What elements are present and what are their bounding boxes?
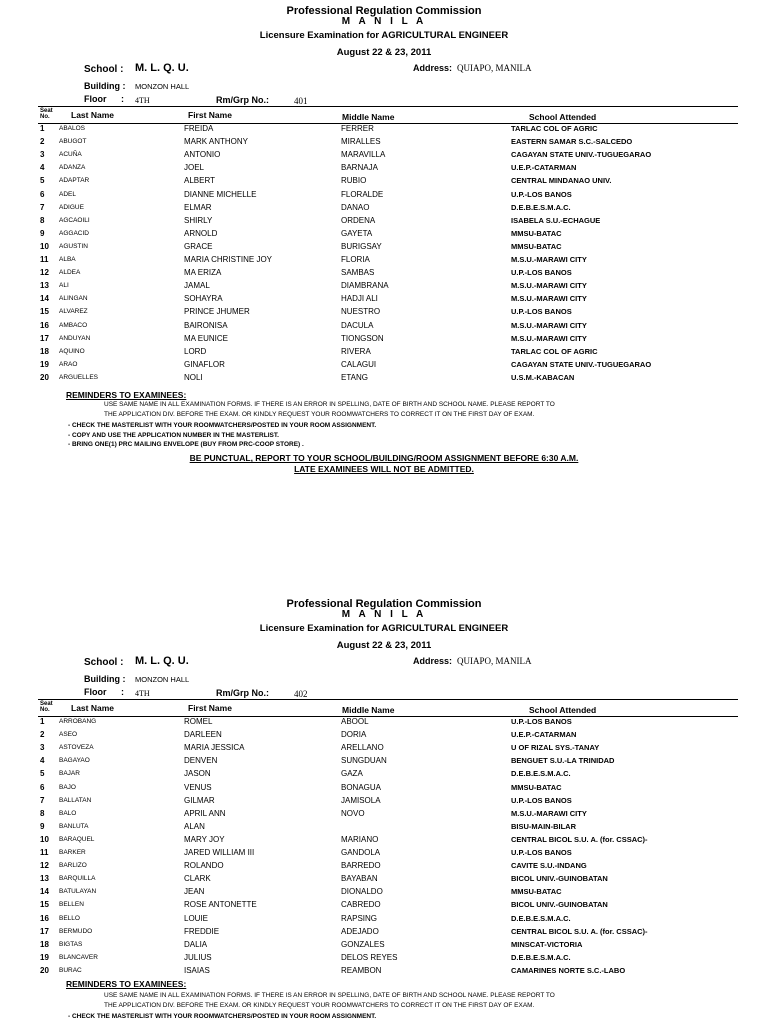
seat-number: 15 (40, 900, 49, 910)
school-attended: U.E.P.-CATARMAN (511, 730, 577, 740)
seat-number: 13 (40, 874, 49, 884)
first-name: GILMAR (184, 795, 215, 805)
first-name: ROSE ANTONETTE (184, 900, 257, 910)
floor-colon: : (121, 94, 124, 104)
first-name: DARLEEN (184, 730, 222, 740)
last-name: ADEL (59, 190, 76, 198)
last-name: BELLEN (59, 901, 84, 909)
middle-name: FLORALDE (341, 189, 384, 199)
seat-number: 3 (40, 743, 45, 753)
seat-number: 17 (40, 926, 49, 936)
seat-number: 12 (40, 861, 49, 871)
first-name: JULIUS (184, 952, 212, 962)
school-attended: MMSU-BATAC (511, 782, 562, 792)
first-name: ELMAR (184, 202, 212, 212)
address-value: QUIAPO, MANILA (457, 656, 532, 666)
school-attended: U.E.P.-CATARMAN (511, 163, 577, 173)
last-name: BANLUTA (59, 822, 89, 830)
table-row (0, 914, 768, 927)
table-row (0, 334, 768, 347)
first-name: BAIRONISA (184, 320, 228, 330)
address-label: Address: (413, 63, 453, 73)
seat-number: 15 (40, 307, 49, 317)
first-name: VENUS (184, 782, 212, 792)
first-name: ROMEL (184, 717, 213, 726)
middle-name: DELOS REYES (341, 952, 398, 962)
table-row (0, 953, 768, 966)
middle-name: FERRER (341, 124, 374, 133)
middle-name: MARIANO (341, 834, 379, 844)
school-attended: CAVITE S.U.-INDANG (511, 861, 587, 871)
table-row (0, 124, 768, 137)
table-row (0, 163, 768, 176)
school-attended: MMSU-BATAC (511, 241, 562, 251)
school-attended: BISU-MAIN-BILAR (511, 821, 576, 831)
last-name: BLANCAVER (59, 953, 98, 961)
middle-name: NUESTRO (341, 307, 381, 317)
table-row (0, 743, 768, 756)
floor-colon: : (121, 687, 124, 697)
table-row (0, 927, 768, 940)
middle-name: MIRALLES (341, 137, 381, 147)
first-name: MARK ANTHONY (184, 137, 249, 147)
late-notice: LATE EXAMINEES WILL NOT BE ADMITTED. (294, 464, 474, 474)
school-attended: ISABELA S.U.-ECHAGUE (511, 215, 601, 225)
last-name: BARLIZO (59, 862, 87, 870)
school-attended: TARLAC COL OF AGRIC (511, 124, 598, 133)
table-row (0, 835, 768, 848)
seat-number: 10 (40, 834, 49, 844)
reminder-line: THE APPLICATION DIV. BEFORE THE EXAM. OR KINDLY REQUEST YOUR ROOMWATCHERS TO CORRECT IT ON THE FIRST DAY OF EXAM. (104, 1002, 535, 1009)
room-label: Rm/Grp No.: (216, 688, 269, 698)
school-attended: CENTRAL BICOL S.U. A. (for. CSSAC)- (511, 834, 648, 844)
school-attended: D.E.B.E.S.M.A.C. (511, 913, 571, 923)
last-name: BURAC (59, 966, 82, 974)
first-name: SOHAYRA (184, 294, 223, 304)
middle-name: TIONGSON (341, 333, 384, 343)
school-attended: EASTERN SAMAR S.C.-SALCEDO (511, 137, 633, 147)
school-attended: U.P.-LOS BANOS (511, 717, 572, 726)
last-name: ARAO (59, 360, 78, 368)
first-name: ROLANDO (184, 861, 224, 871)
table-row (0, 848, 768, 861)
first-name: FREIDA (184, 124, 214, 133)
last-name: BARKER (59, 849, 86, 856)
seat-number: 8 (40, 215, 45, 225)
header-last-name: Last Name (71, 110, 114, 120)
address-label: Address: (413, 656, 453, 666)
middle-name: DIONALDO (341, 887, 383, 897)
middle-name: BARNAJA (341, 163, 378, 173)
last-name: BERMUDO (59, 927, 93, 935)
table-row (0, 137, 768, 150)
reminders-title: REMINDERS TO EXAMINEES: (66, 390, 187, 400)
last-name: ALI (59, 282, 69, 290)
table-row (0, 796, 768, 809)
last-name: BALO (59, 809, 77, 817)
school-attended: M.S.U.-MARAWI CITY (511, 294, 587, 304)
middle-name: DIAMBRANA (341, 281, 389, 291)
first-name: SHIRLY (184, 215, 213, 225)
middle-name: BONAGUA (341, 782, 382, 792)
table-row (0, 730, 768, 743)
table-row (0, 255, 768, 268)
middle-name: GAYETA (341, 228, 373, 238)
middle-name: RUBIO (341, 176, 367, 186)
middle-name: FLORIA (341, 255, 370, 264)
seat-number: 20 (40, 965, 49, 975)
last-name: ALBA (59, 256, 76, 263)
first-name: GINAFLOR (184, 359, 225, 369)
school-attended: M.S.U.-MARAWI CITY (511, 255, 587, 264)
last-name: BAJAR (59, 770, 80, 778)
first-name: APRIL ANN (184, 808, 226, 818)
table-row (0, 373, 768, 386)
last-name: AMBACO (59, 321, 88, 329)
last-name: ALDEA (59, 269, 81, 277)
seat-number: 5 (40, 769, 45, 779)
last-name: ADANZA (59, 164, 86, 172)
school-attended: M.S.U.-MARAWI CITY (511, 808, 587, 818)
school-attended: D.E.B.E.S.M.A.C. (511, 202, 571, 212)
last-name: AGCAOILI (59, 216, 90, 224)
last-name: ADAPTAR (59, 177, 90, 185)
seat-number: 13 (40, 281, 49, 291)
seat-number: 19 (40, 359, 49, 369)
seat-number: 16 (40, 913, 49, 923)
seat-number: 18 (40, 346, 49, 356)
table-header (38, 106, 738, 124)
punctuality-notice: BE PUNCTUAL, REPORT TO YOUR SCHOOL/BUILDING/ROOM ASSIGNMENT BEFORE 6:30 A.M. (189, 453, 579, 463)
last-name: ASTOVEZA (59, 744, 94, 752)
first-name: NOLI (184, 372, 203, 382)
middle-name: DANAO (341, 202, 370, 212)
middle-name: BURIGSAY (341, 241, 382, 251)
header-last-name: Last Name (71, 703, 114, 713)
floor-label: Floor (84, 687, 107, 697)
header-middle-name: Middle Name (342, 705, 395, 715)
table-row (0, 874, 768, 887)
last-name: BARQUILLA (59, 875, 96, 883)
school-attended: M.S.U.-MARAWI CITY (511, 281, 587, 291)
table-row (0, 307, 768, 320)
first-name: DALIA (184, 939, 208, 949)
middle-name: BAYABAN (341, 874, 378, 884)
table-row (0, 176, 768, 189)
first-name: ALBERT (184, 176, 215, 186)
first-name: ISAIAS (184, 965, 210, 975)
school-attended: U.P.-LOS BANOS (511, 795, 572, 805)
header-seat: Seat No. (40, 108, 53, 120)
last-name: ARGUELLES (59, 373, 99, 381)
middle-name: BARREDO (341, 861, 381, 871)
middle-name: ABOOL (341, 717, 369, 726)
seat-number: 19 (40, 952, 49, 962)
building-value: MONZON HALL (135, 675, 190, 684)
table-row (0, 717, 768, 730)
seat-number: 11 (40, 848, 49, 857)
school-attended: BICOL UNIV.-GUINOBATAN (511, 874, 608, 884)
header-middle-name: Middle Name (342, 112, 395, 122)
middle-name: SAMBAS (341, 268, 375, 278)
last-name: ASEO (59, 731, 78, 739)
middle-name: SUNGDUAN (341, 756, 387, 766)
first-name: ARNOLD (184, 228, 218, 238)
first-name: DIANNE MICHELLE (184, 189, 257, 199)
exam-title: Licensure Examination for AGRICULTURAL ENGINEER (259, 30, 509, 41)
middle-name: ARELLANO (341, 743, 384, 753)
last-name: ACUÑA (59, 151, 82, 159)
last-name: BATULAYAN (59, 888, 97, 896)
first-name: CLARK (184, 874, 211, 884)
header-seat: Seat No. (40, 701, 53, 713)
last-name: ANDUYAN (59, 334, 91, 342)
reminder-line: THE APPLICATION DIV. BEFORE THE EXAM. OR KINDLY REQUEST YOUR ROOMWATCHERS TO CORRECT IT ON THE FIRST DAY OF EXAM. (104, 411, 535, 418)
seat-number: 11 (40, 255, 49, 264)
middle-name: RIVERA (341, 346, 371, 356)
seat-number: 16 (40, 320, 49, 330)
seat-number: 14 (40, 294, 49, 304)
school-label: School : (84, 657, 124, 668)
table-row (0, 756, 768, 769)
school-attended: D.E.B.E.S.M.A.C. (511, 769, 571, 779)
last-name: ADIGUE (59, 203, 84, 211)
last-name: BELLO (59, 914, 80, 922)
seat-number: 3 (40, 150, 45, 160)
middle-name: RAPSING (341, 913, 378, 923)
table-row (0, 900, 768, 913)
exam-title: Licensure Examination for AGRICULTURAL ENGINEER (259, 623, 509, 634)
seat-number: 9 (40, 821, 45, 831)
seat-number: 20 (40, 372, 49, 382)
first-name: ANTONIO (184, 150, 221, 160)
school-attended: CAGAYAN STATE UNIV.-TUGUEGARAO (511, 359, 652, 369)
middle-name: NOVO (341, 808, 365, 818)
reminder-line: USE SAME NAME IN ALL EXAMINATION FORMS. IF THERE IS AN ERROR IN SPELLING, DATE OF BIRTH AND SCHOOL NAME. PLEASE REPORT TO (104, 992, 555, 999)
first-name: JEAN (184, 887, 205, 897)
school-attended: CAGAYAN STATE UNIV.-TUGUEGARAO (511, 150, 652, 160)
school-attended: CENTRAL MINDANAO UNIV. (511, 176, 612, 186)
table-row (0, 783, 768, 796)
seat-number: 8 (40, 808, 45, 818)
first-name: DENVEN (184, 756, 218, 766)
school-attended: MMSU-BATAC (511, 228, 562, 238)
table-row (0, 281, 768, 294)
last-name: ABUGOT (59, 138, 87, 146)
seat-number: 10 (40, 241, 49, 251)
city-title: M A N I L A (341, 16, 427, 27)
seat-number: 7 (40, 202, 45, 212)
school-attended: M.S.U.-MARAWI CITY (511, 320, 587, 330)
middle-name: REAMBON (341, 965, 382, 975)
last-name: BALLATAN (59, 796, 92, 804)
last-name: BARAQUEL (59, 835, 95, 843)
last-name: ALINGAN (59, 295, 88, 303)
seat-number: 17 (40, 333, 49, 343)
last-name: AGUSTIN (59, 242, 88, 250)
table-row (0, 216, 768, 229)
middle-name: GONZALES (341, 939, 385, 949)
table-row (0, 203, 768, 216)
seat-number: 6 (40, 782, 45, 792)
school-attended: MMSU-BATAC (511, 887, 562, 897)
first-name: JAMAL (184, 281, 210, 291)
first-name: GRACE (184, 241, 213, 251)
last-name: AGGACID (59, 229, 89, 237)
first-name: MARIA JESSICA (184, 743, 245, 753)
table-header (38, 699, 738, 717)
middle-name: ETANG (341, 372, 368, 382)
room-label: Rm/Grp No.: (216, 95, 269, 105)
first-name: MARIA CHRISTINE JOY (184, 255, 273, 264)
header-first-name: First Name (188, 703, 232, 713)
first-name: JARED WILLIAM III (184, 848, 255, 857)
seat-number: 7 (40, 795, 45, 805)
table-row (0, 229, 768, 242)
seat-number: 2 (40, 137, 45, 147)
table-row (0, 769, 768, 782)
first-name: MARY JOY (184, 834, 225, 844)
building-label: Building : (84, 674, 126, 684)
city-title: M A N I L A (341, 609, 427, 620)
school-attended: TARLAC COL OF AGRIC (511, 346, 598, 356)
middle-name: GAZA (341, 769, 363, 779)
school-value: M. L. Q. U. (135, 62, 189, 74)
school-attended: U.P.-LOS BANOS (511, 268, 572, 278)
table-row (0, 347, 768, 360)
middle-name: JAMISOLA (341, 795, 381, 805)
seat-number: 12 (40, 268, 49, 278)
school-attended: U.P.-LOS BANOS (511, 307, 572, 317)
reminder-line: - COPY AND USE THE APPLICATION NUMBER IN THE MASTERLIST. (68, 432, 279, 439)
last-name: BIGTAS (59, 940, 83, 948)
school-attended: U.P.-LOS BANOS (511, 848, 572, 857)
last-name: AQUINO (59, 347, 85, 355)
table-row (0, 966, 768, 979)
middle-name: DORIA (341, 730, 367, 740)
seat-number: 4 (40, 756, 45, 766)
last-name: ABALOS (59, 125, 86, 132)
last-name: BAGAYAO (59, 757, 90, 765)
org-title: Professional Regulation Commission (286, 5, 482, 17)
middle-name: ORDENA (341, 215, 376, 225)
school-attended: U.P.-LOS BANOS (511, 189, 572, 199)
first-name: MA ERIZA (184, 268, 222, 278)
school-attended: CAMARINES NORTE S.C.-LABO (511, 965, 626, 975)
middle-name: HADJI ALI (341, 294, 378, 304)
org-title: Professional Regulation Commission (286, 598, 482, 610)
middle-name: GANDOLA (341, 848, 381, 857)
seat-number: 1 (40, 124, 45, 133)
middle-name: MARAVILLA (341, 150, 386, 160)
middle-name: ADEJADO (341, 926, 379, 936)
seat-number: 1 (40, 717, 45, 726)
first-name: JASON (184, 769, 211, 779)
reminder-line: - CHECK THE MASTERLIST WITH YOUR ROOMWATCHERS/POSTED IN YOUR ROOM ASSIGNMENT. (68, 422, 377, 429)
reminder-line: USE SAME NAME IN ALL EXAMINATION FORMS. IF THERE IS AN ERROR IN SPELLING, DATE OF BIRTH AND SCHOOL NAME. PLEASE REPORT TO (104, 401, 555, 408)
first-name: ALAN (184, 821, 205, 831)
floor-value: 4TH (135, 96, 150, 105)
reminder-line: - CHECK THE MASTERLIST WITH YOUR ROOMWATCHERS/POSTED IN YOUR ROOM ASSIGNMENT. (68, 1013, 377, 1020)
seat-number: 9 (40, 228, 45, 238)
last-name: BAJO (59, 783, 76, 791)
exam-date: August 22 & 23, 2011 (336, 640, 432, 651)
room-value: 402 (294, 689, 308, 699)
first-name: PRINCE JHUMER (184, 307, 250, 317)
school-attended: CENTRAL BICOL S.U. A. (for. CSSAC)- (511, 926, 648, 936)
school-attended: M.S.U.-MARAWI CITY (511, 333, 587, 343)
middle-name: CABREDO (341, 900, 381, 910)
header-first-name: First Name (188, 110, 232, 120)
room-value: 401 (294, 96, 308, 106)
header-school-attended: School Attended (529, 112, 597, 122)
seat-number: 6 (40, 189, 45, 199)
table-row (0, 242, 768, 255)
table-row (0, 321, 768, 334)
seat-number: 2 (40, 730, 45, 740)
seat-number: 4 (40, 163, 45, 173)
school-attended: U.S.M.-KABACAN (511, 372, 575, 382)
building-label: Building : (84, 81, 126, 91)
exam-date: August 22 & 23, 2011 (336, 47, 432, 58)
seat-number: 5 (40, 176, 45, 186)
floor-value: 4TH (135, 689, 150, 698)
first-name: LOUIE (184, 913, 209, 923)
first-name: FREDDIE (184, 926, 220, 936)
address-value: QUIAPO, MANILA (457, 63, 532, 73)
last-name: ARROBANG (59, 718, 97, 725)
first-name: MA EUNICE (184, 333, 229, 343)
table-row (0, 861, 768, 874)
middle-name: DACULA (341, 320, 374, 330)
table-row (0, 809, 768, 822)
school-label: School : (84, 64, 124, 75)
last-name: ALVAREZ (59, 308, 88, 316)
floor-label: Floor (84, 94, 107, 104)
seat-number: 18 (40, 939, 49, 949)
middle-name: CALAGUI (341, 359, 377, 369)
table-row (0, 940, 768, 953)
table-row (0, 150, 768, 163)
seat-number: 14 (40, 887, 49, 897)
header-school-attended: School Attended (529, 705, 597, 715)
school-attended: U OF RIZAL SYS.-TANAY (511, 743, 600, 753)
first-name: JOEL (184, 163, 205, 173)
reminder-line: - BRING ONE(1) PRC MAILING ENVELOPE (BUY FROM PRC-COOP STORE) . (68, 441, 304, 448)
table-row (0, 268, 768, 281)
school-value: M. L. Q. U. (135, 655, 189, 667)
table-row (0, 887, 768, 900)
table-row (0, 822, 768, 835)
table-row (0, 360, 768, 373)
school-attended: D.E.B.E.S.M.A.C. (511, 952, 571, 962)
first-name: LORD (184, 346, 207, 356)
table-row (0, 190, 768, 203)
school-attended: MINSCAT-VICTORIA (511, 939, 583, 949)
school-attended: BICOL UNIV.-GUINOBATAN (511, 900, 608, 910)
reminders-title: REMINDERS TO EXAMINEES: (66, 979, 187, 989)
school-attended: BENGUET S.U.-LA TRINIDAD (511, 756, 615, 766)
table-row (0, 294, 768, 307)
building-value: MONZON HALL (135, 82, 190, 91)
